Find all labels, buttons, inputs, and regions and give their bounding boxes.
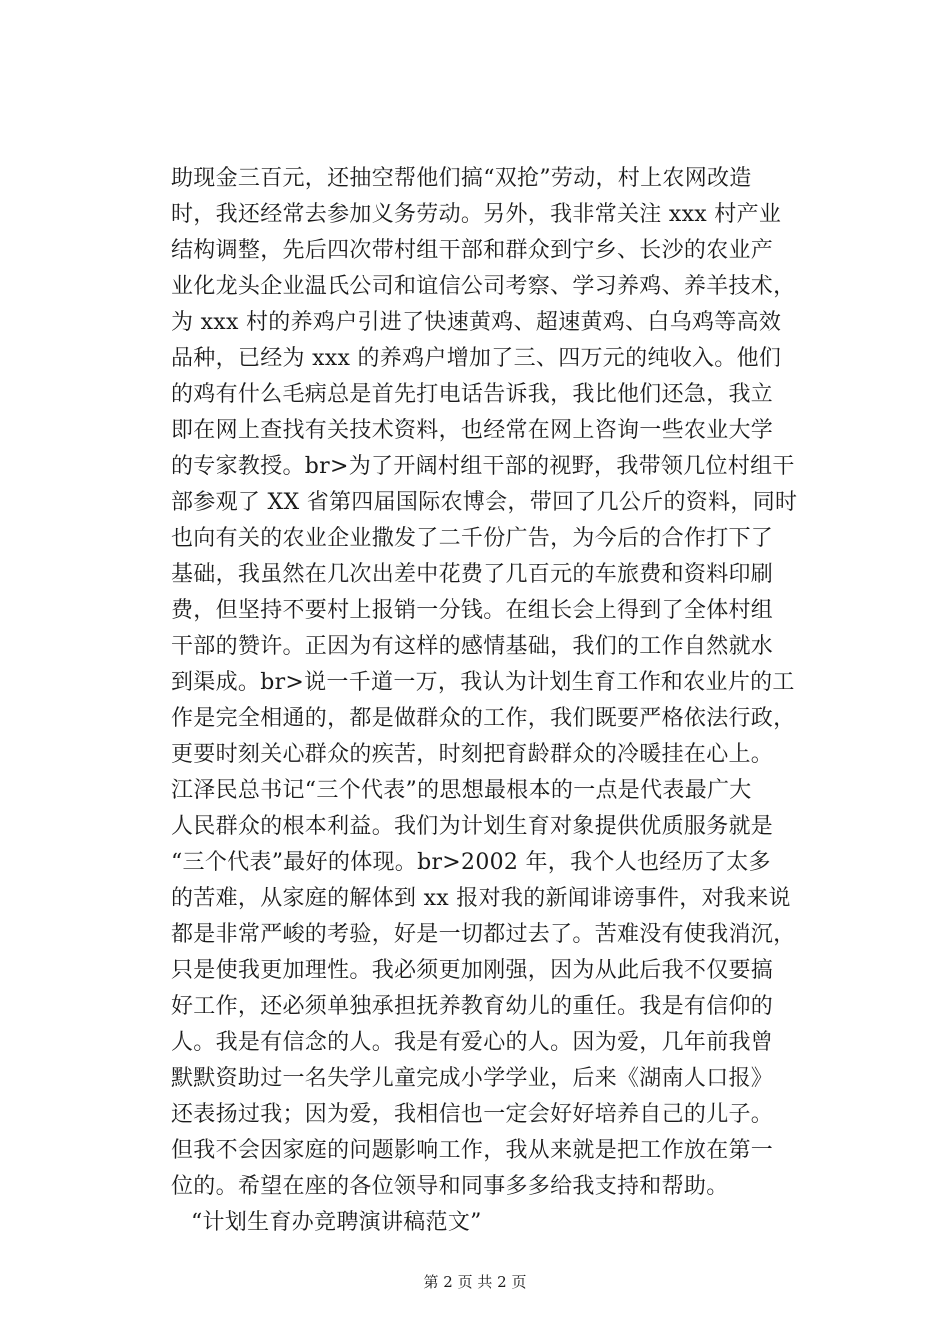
text-line: 助现金三百元，还抽空帮他们搞“双抢”劳动，村上农网改造 bbox=[171, 166, 752, 191]
text-line: 但我不会因家庭的问题影响工作，我从来就是把工作放在第一 bbox=[171, 1138, 774, 1163]
text-line: 只是使我更加理性。我必须更加刚强，因为从此后我不仅要搞 bbox=[171, 958, 774, 983]
text-line: 好工作，还必须单独承担抚养教育幼儿的重任。我是有信仰的 bbox=[171, 994, 774, 1019]
text-line: 的苦难，从家庭的解体到 xx 报对我的新闻诽谤事件，对我来说 bbox=[171, 886, 791, 911]
text-line: 也向有关的农业企业撒发了二千份广告，为今后的合作打下了 bbox=[171, 526, 774, 551]
text-line: 位的。希望在座的各位领导和同事多多给我支持和帮助。 bbox=[171, 1174, 729, 1199]
text-line: 时，我还经常去参加义务劳动。另外，我非常关注 xxx 村产业 bbox=[171, 202, 782, 227]
text-line: “三个代表”最好的体现。br>2002 年，我个人也经历了太多 bbox=[171, 850, 771, 875]
text-line: 人民群众的根本利益。我们为计划生育对象提供优质服务就是 bbox=[171, 814, 774, 839]
body-text bbox=[171, 161, 831, 1241]
text-line: 还表扬过我；因为爱，我相信也一定会好好培养自己的儿子。 bbox=[171, 1102, 774, 1127]
text-line: 即在网上查找有关技术资料，也经常在网上咨询一些农业大学 bbox=[171, 418, 774, 443]
text-line: 为 xxx 村的养鸡户引进了快速黄鸡、超速黄鸡、白乌鸡等高效 bbox=[171, 310, 782, 335]
text-line: 都是非常严峻的考验，好是一切都过去了。苦难没有使我消沉， bbox=[171, 922, 796, 947]
text-line: 默默资助过一名失学儿童完成小学学业，后来《湖南人口报》 bbox=[171, 1066, 774, 1091]
text-line: 的鸡有什么毛病总是首先打电话告诉我，我比他们还急，我立 bbox=[171, 382, 774, 407]
text-line: 部参观了 XX 省第四届国际农博会，带回了几公斤的资料，同时 bbox=[171, 490, 798, 515]
page-footer: 第 2 页 共 2 页 bbox=[423, 1273, 527, 1291]
text-line: 更要时刻关心群众的疾苦，时刻把育龄群众的冷暖挂在心上。 bbox=[171, 742, 774, 767]
text-line: 的专家教授。br>为了开阔村组干部的视野，我带领几位村组干 bbox=[171, 454, 795, 479]
text-line: 作是完全相通的，都是做群众的工作，我们既要严格依法行政， bbox=[171, 706, 796, 731]
text-line: 到渠成。br>说一千道一万，我认为计划生育工作和农业片的工 bbox=[171, 670, 795, 695]
document-title-line: “计划生育办竞聘演讲稿范文” bbox=[191, 1210, 482, 1235]
text-line: 费，但坚持不要村上报销一分钱。在组长会上得到了全体村组 bbox=[171, 598, 774, 623]
text-line: 人。我是有信念的人。我是有爱心的人。因为爱，几年前我曾 bbox=[171, 1030, 774, 1055]
text-line: 结构调整，先后四次带村组干部和群众到宁乡、长沙的农业产 bbox=[171, 238, 774, 263]
text-line: 品种，已经为 xxx 的养鸡户增加了三、四万元的纯收入。他们 bbox=[171, 346, 782, 371]
text-line: 基础，我虽然在几次出差中花费了几百元的车旅费和资料印刷 bbox=[171, 562, 774, 587]
text-line: 业化龙头企业温氏公司和谊信公司考察、学习养鸡、养羊技术， bbox=[171, 274, 796, 299]
text-line: 江泽民总书记“三个代表”的思想最根本的一点是代表最广大 bbox=[171, 778, 752, 803]
text-line: 干部的赞许。正因为有这样的感情基础，我们的工作自然就水 bbox=[171, 634, 774, 659]
